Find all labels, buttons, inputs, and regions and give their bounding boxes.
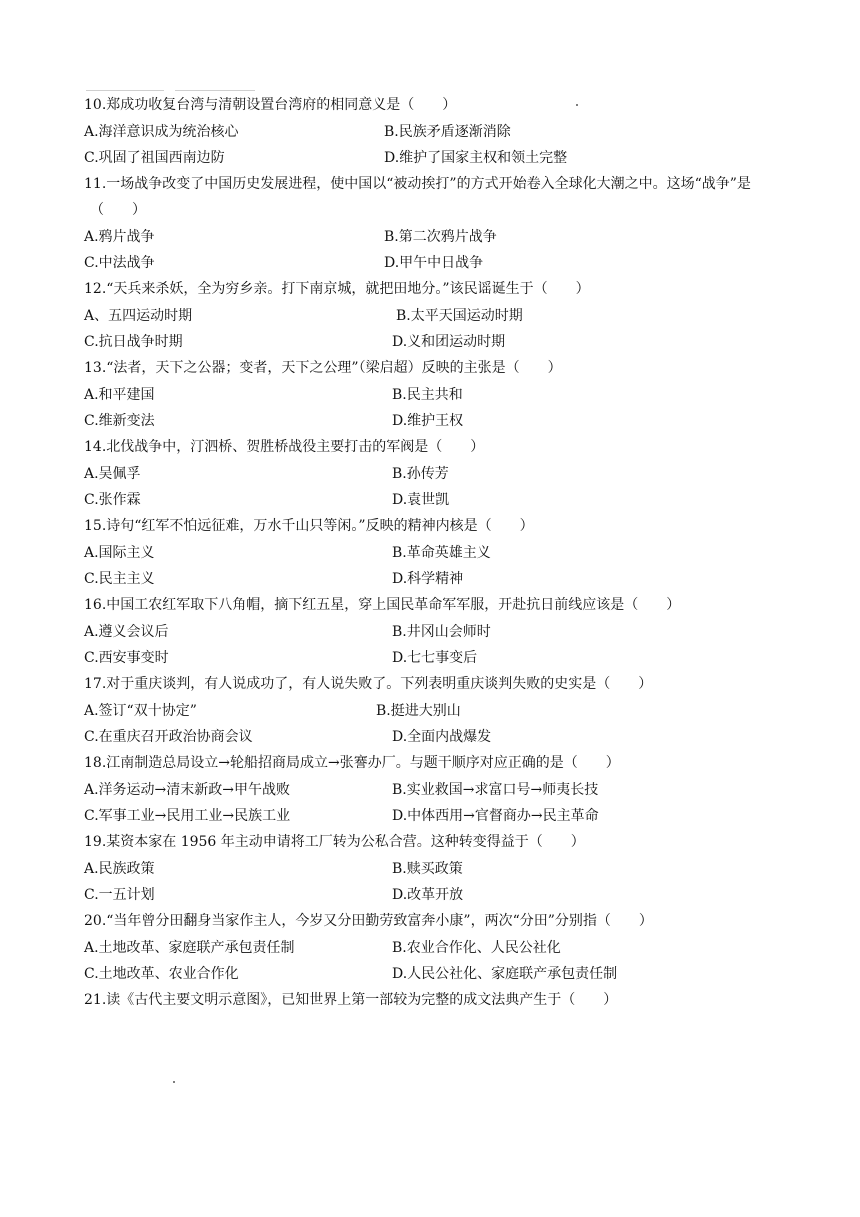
question-20-option-a: A.土地改革、家庭联产承包责任制: [84, 940, 295, 956]
question-16-option-b: B.井冈山会师时: [392, 624, 491, 640]
scan-dot: [173, 1081, 175, 1083]
question-16-option-a: A.遵义会议后: [84, 624, 169, 640]
question-18-option-b: B.实业救国→求富口号→师夷长技: [392, 782, 599, 798]
question-21-stem: 21.读《古代主要文明示意图》，已知世界上第一部较为完整的成文法典产生于（ ）: [84, 992, 618, 1008]
question-19-option-b: B.赎买政策: [392, 861, 463, 877]
question-13-option-a: A.和平建国: [84, 387, 155, 403]
question-20-option-d: D.人民公社化、家庭联产承包责任制: [392, 966, 618, 982]
question-18-option-a: A.洋务运动→清末新政→甲午战败: [84, 782, 291, 798]
question-19-option-c: C.一五计划: [84, 887, 155, 903]
question-15-option-c: C.民主主义: [84, 571, 155, 587]
question-14-stem: 14.北伐战争中，汀泗桥、贺胜桥战役主要打击的军阀是（ ）: [84, 439, 485, 455]
question-18-stem: 18.江南制造总局设立→轮船招商局成立→张謇办厂。与题干顺序对应正确的是（ ）: [84, 755, 620, 771]
question-14-option-a: A.吴佩孚: [84, 466, 141, 482]
question-17-option-d: D.全面内战爆发: [392, 729, 492, 745]
question-11-option-c: C.中法战争: [84, 255, 155, 271]
question-11-option-b: B.第二次鸦片战争: [384, 229, 497, 245]
question-15-option-a: A.国际主义: [84, 545, 155, 561]
question-14-option-c: C.张作霖: [84, 492, 141, 508]
question-17-option-a: A.签订“双十协定”: [84, 703, 197, 719]
question-11-stem: 11.一场战争改变了中国历史发展进程，使中国以“被动挨打”的方式开始卷入全球化大潮之中。这场“战争”是: [84, 176, 751, 192]
question-15-stem: 15.诗句“红军不怕远征难，万水千山只等闲。”反映的精神内核是（ ）: [84, 518, 534, 534]
question-10-option-d: D.维护了国家主权和领土完整: [384, 150, 568, 166]
question-19-option-a: A.民族政策: [84, 861, 155, 877]
header-rule-right: [175, 90, 255, 91]
question-14-option-b: B.孙传芳: [392, 466, 449, 482]
question-16-option-c: C.西安事变时: [84, 650, 169, 666]
question-10-option-a: A.海洋意识成为统治核心: [84, 124, 239, 140]
question-19-option-d: D.改革开放: [392, 887, 464, 903]
question-13-option-d: D.维护王权: [392, 413, 464, 429]
question-14-option-d: D.袁世凯: [392, 492, 450, 508]
question-10-stem: 10.郑成功收复台湾与清朝设置台湾府的相同意义是（ ）: [84, 97, 457, 113]
question-13-option-c: C.维新变法: [84, 413, 155, 429]
question-19-stem: 19.某资本家在 1956 年主动申请将工厂转为公私合营。这种转变得益于（ ）: [84, 834, 585, 850]
question-12-option-a: A、五四运动时期: [84, 308, 193, 324]
question-15-option-b: B.革命英雄主义: [392, 545, 491, 561]
question-10-option-b: B.民族矛盾逐渐消除: [384, 124, 511, 140]
question-17-option-b: B.挺进大别山: [376, 703, 461, 719]
question-12-option-b: B.太平天国运动时期: [396, 308, 523, 324]
question-20-option-c: C.土地改革、农业合作化: [84, 966, 239, 982]
question-16-option-d: D.七七事变后: [392, 650, 478, 666]
question-11-option-a: A.鸦片战争: [84, 229, 155, 245]
question-10-option-c: C.巩固了祖国西南边防: [84, 150, 225, 166]
question-16-stem: 16.中国工农红军取下八角帽，摘下红五星，穿上国民革命军军服，开赴抗日前线应该是（ ）: [84, 597, 681, 613]
question-11-option-d: D.甲午中日战争: [384, 255, 484, 271]
question-13-stem: 13.“法者，天下之公器；变者，天下之公理”（梁启超）反映的主张是（ ）: [84, 360, 562, 376]
question-13-option-b: B.民主共和: [392, 387, 463, 403]
scan-dot: [576, 104, 578, 106]
question-18-option-d: D.中体西用→官督商办→民主革命: [392, 808, 599, 824]
question-15-option-d: D.科学精神: [392, 571, 464, 587]
question-20-stem: 20.“当年曾分田翻身当家作主人，今岁又分田勤劳致富奔小康”，两次“分田”分别指（ ）: [84, 913, 653, 929]
question-18-option-c: C.军事工业→民用工业→民族工业: [84, 808, 291, 824]
question-17-option-c: C.在重庆召开政治协商会议: [84, 729, 253, 745]
question-20-option-b: B.农业合作化、人民公社化: [392, 940, 561, 956]
header-rule-left: [86, 90, 164, 91]
question-12-option-d: D.义和团运动时期: [392, 334, 506, 350]
question-11-stem-continued: （ ）: [90, 202, 146, 218]
question-12-stem: 12.“天兵来杀妖，全为穷乡亲。打下南京城，就把田地分。”该民谣诞生于（ ）: [84, 281, 590, 297]
question-12-option-c: C.抗日战争时期: [84, 334, 183, 350]
question-17-stem: 17.对于重庆谈判，有人说成功了，有人说失败了。下列表明重庆谈判失败的史实是（ ）: [84, 676, 653, 692]
